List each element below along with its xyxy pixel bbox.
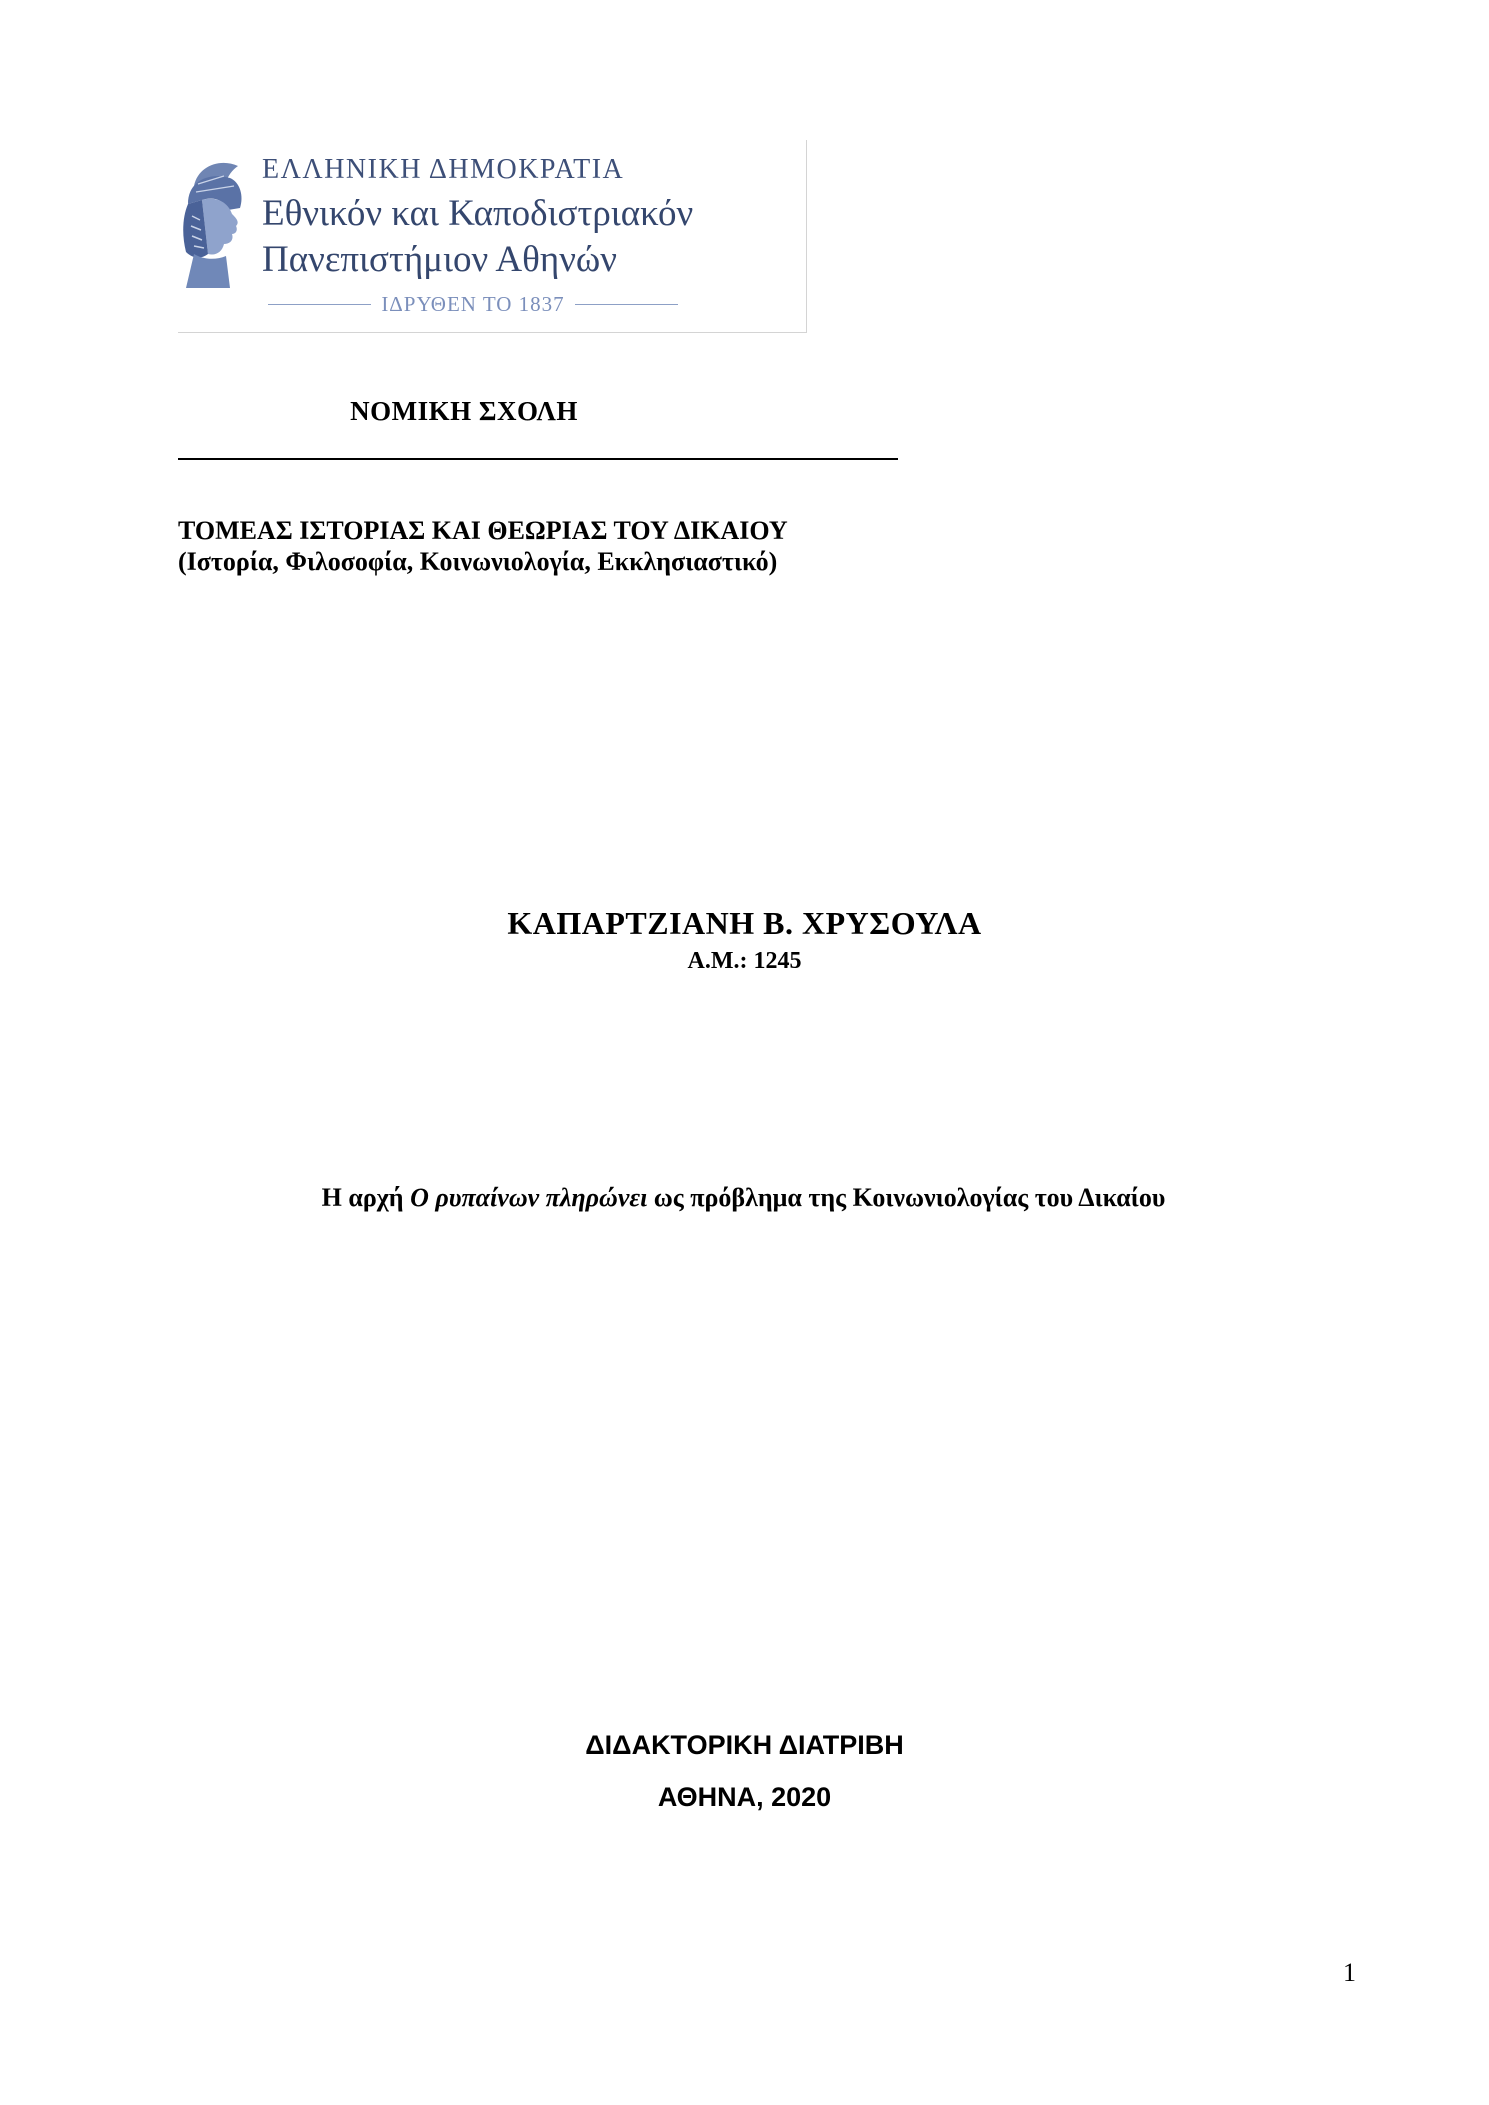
logo-university-name-line1: Εθνικόν και Καποδιστριακόν (262, 193, 694, 234)
thesis-title (0, 1183, 1489, 1213)
thesis-type: ΔΙΔΑΚΤΟΡΙΚΗ ΔΙΑΤΡΙΒΗ (585, 1730, 904, 1760)
logo-country-text: ΕΛΛΗΝΙΚΗ ΔΗΜΟΚΡΑΤΙΑ (262, 154, 625, 185)
logo-rule-right (575, 304, 678, 305)
author-name: ΚΑΠΑΡΤΖΙΑΝΗ Β. ΧΡΥΣΟΥΛΑ (507, 905, 982, 941)
logo-founded (268, 292, 678, 317)
department-block (178, 515, 788, 577)
university-logo (178, 140, 807, 333)
logo-rule-left (268, 304, 371, 305)
department-name: ΤΟΜΕΑΣ ΙΣΤΟΡΙΑΣ ΚΑΙ ΘΕΩΡΙΑΣ ΤΟΥ ΔΙΚΑΙΟΥ (178, 516, 788, 545)
school-heading (178, 396, 898, 427)
school-heading-text: ΝΟΜΙΚΗ ΣΧΟΛΗ (350, 396, 578, 426)
thesis-title-italic: Ο ρυπαίνων πληρώνει (410, 1183, 648, 1212)
logo-university-name-line2: Πανεπιστήμιον Αθηνών (262, 239, 618, 280)
thesis-title-prefix: Η αρχή (321, 1183, 411, 1212)
athena-head-icon (180, 156, 250, 296)
logo-founded-text: ΙΔΡΥΘΕΝ ΤΟ 1837 (381, 292, 565, 316)
page-number: 1 (1343, 1958, 1356, 1987)
place-and-year: ΑΘΗΝΑ, 2020 (657, 1782, 832, 1812)
thesis-title-suffix: ως πρόβλημα της Κοινωνιολογίας του Δικαίου (647, 1183, 1166, 1212)
author-registration-number: Α.Μ.: 1245 (687, 948, 802, 974)
department-subjects: (Ιστορία, Φιλοσοφία, Κοινωνιολογία, Εκκλησιαστικό) (178, 547, 778, 576)
heading-divider (178, 458, 898, 460)
